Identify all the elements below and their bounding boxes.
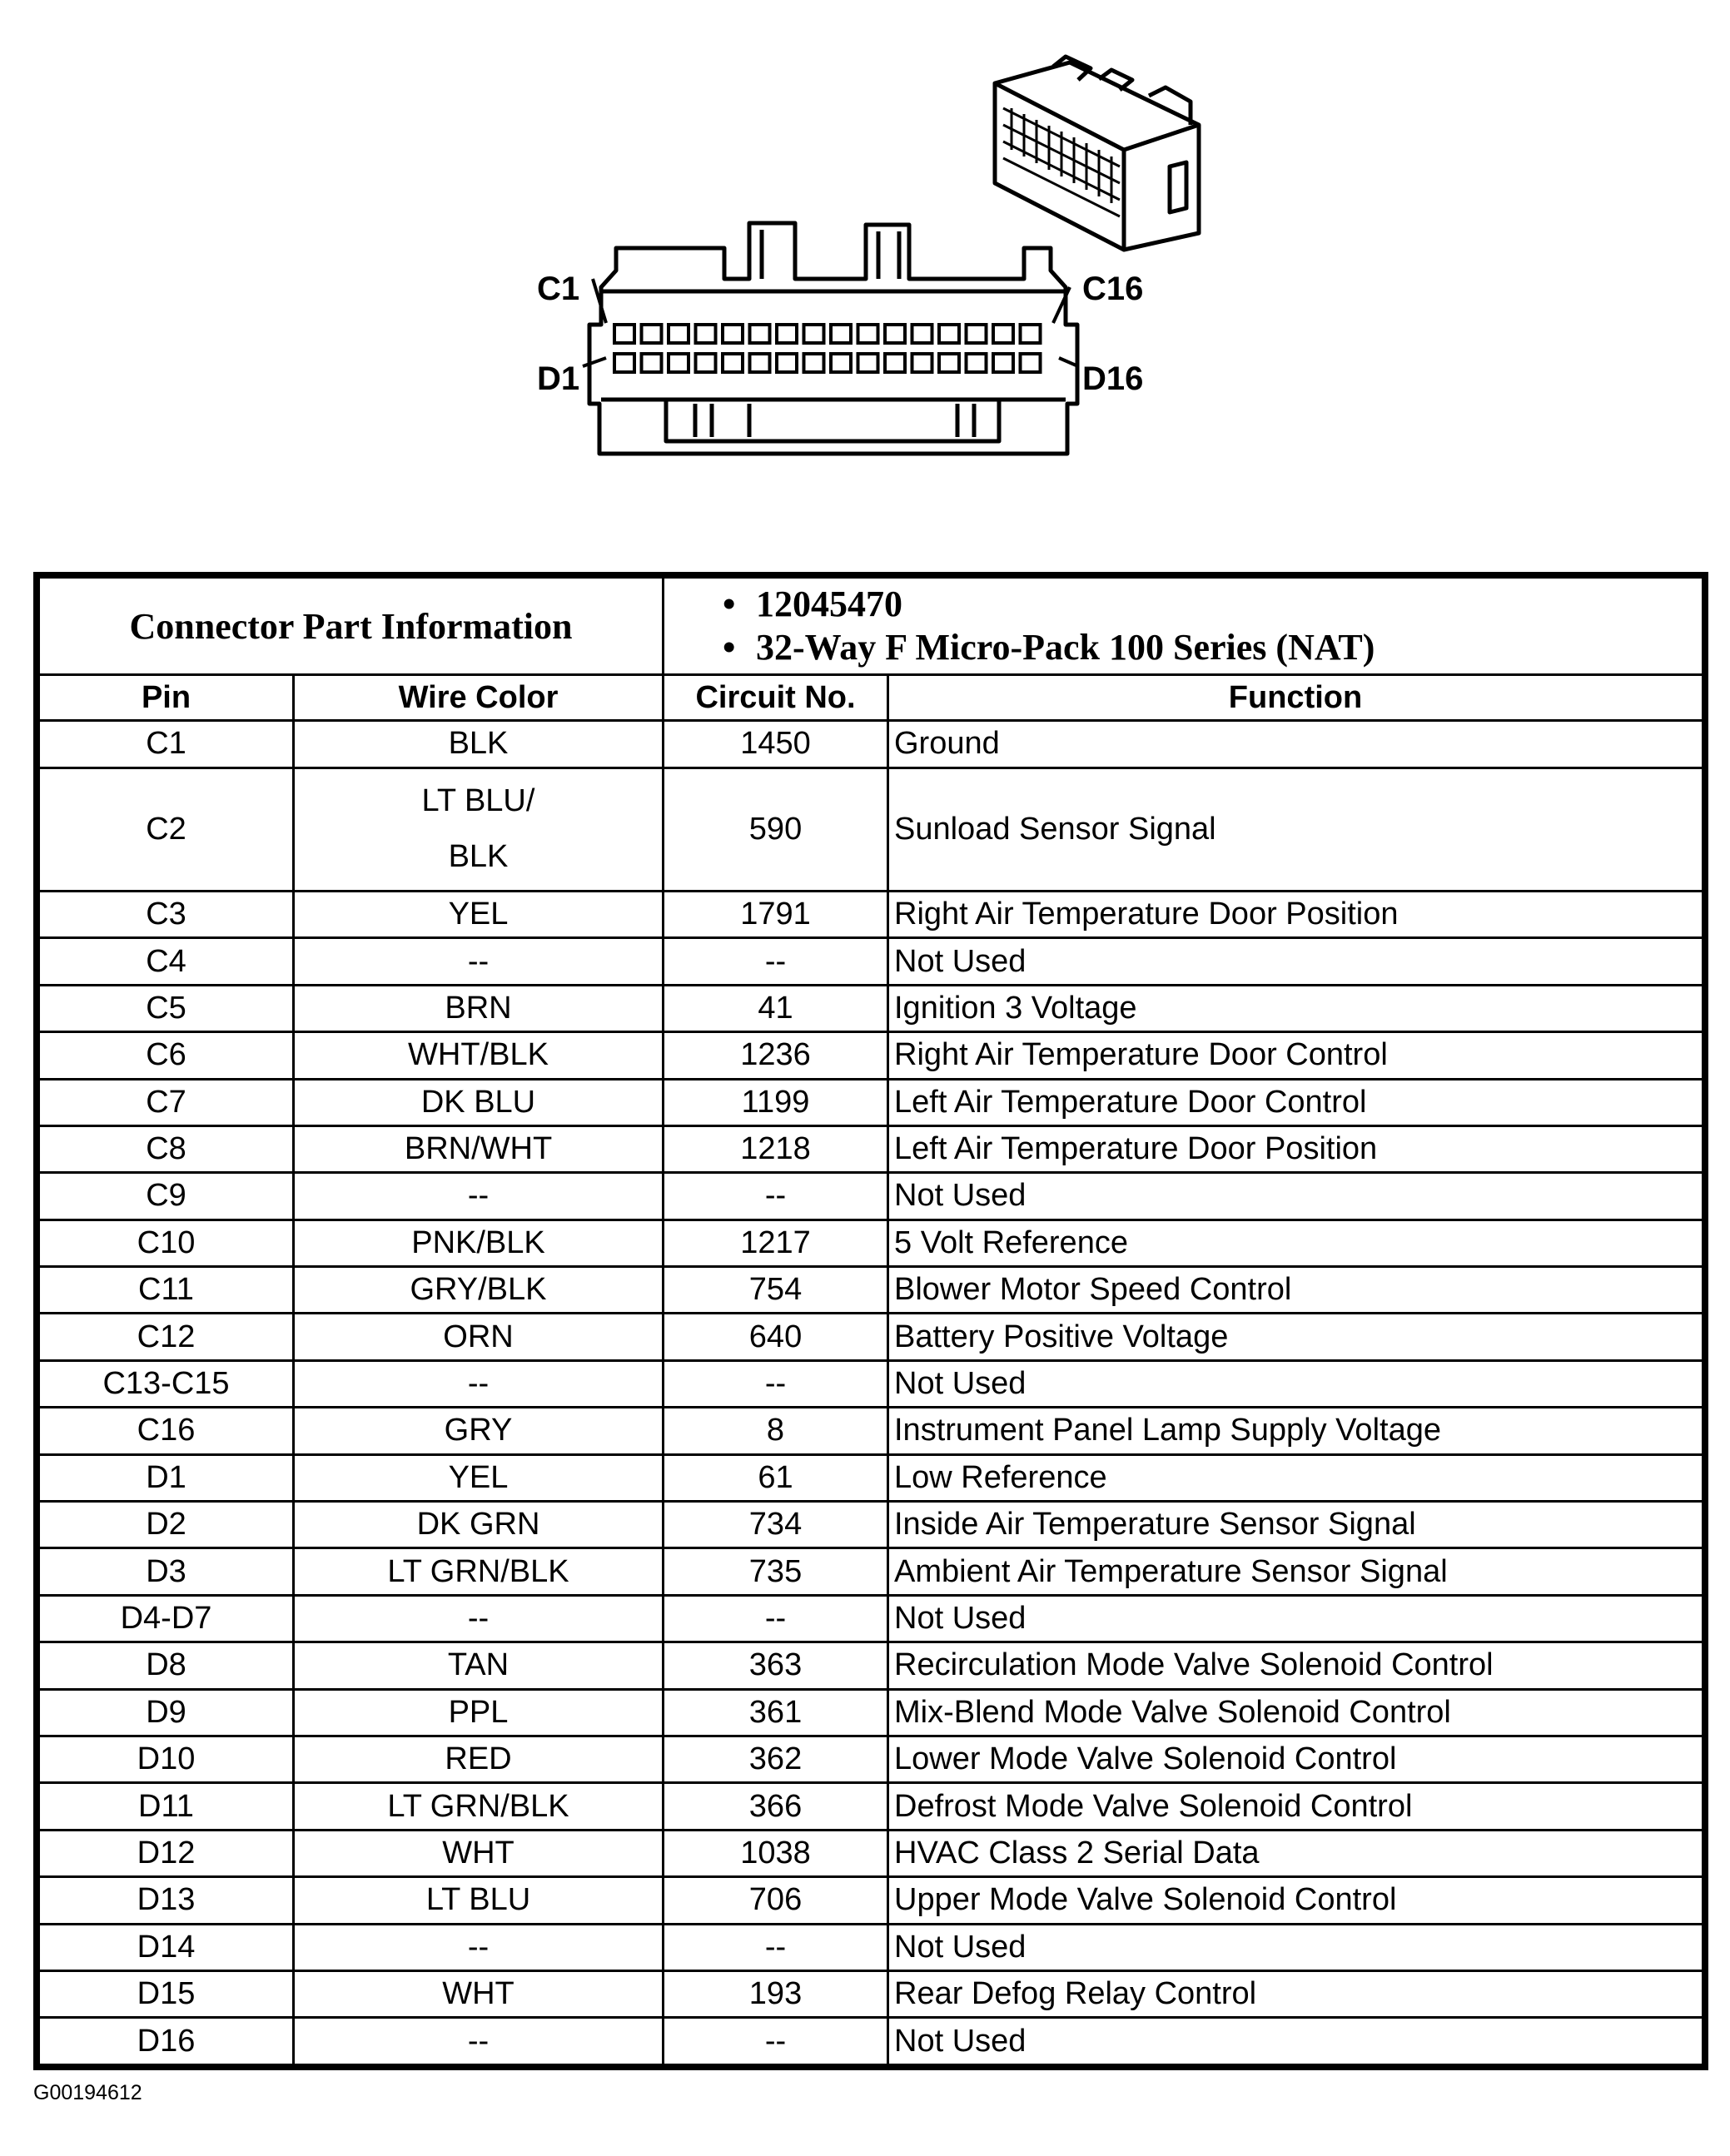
cell-pin: C5 bbox=[39, 985, 294, 1031]
cell-circuit-no: 1791 bbox=[664, 891, 888, 937]
cell-pin: D4-D7 bbox=[39, 1595, 294, 1642]
table-row bbox=[39, 1173, 1703, 1220]
cell-pin: C2 bbox=[39, 768, 294, 891]
cell-wire-color: LT GRN/BLK bbox=[294, 1548, 664, 1595]
table-header-row bbox=[39, 675, 1703, 721]
connector-table bbox=[33, 572, 1708, 2070]
header-function: Function bbox=[888, 675, 1703, 721]
cell-wire-color: LT GRN/BLK bbox=[294, 1783, 664, 1830]
connector-info-title: Connector Part Information bbox=[39, 578, 664, 675]
table-row bbox=[39, 1408, 1703, 1454]
cell-wire-color: -- bbox=[294, 1595, 664, 1642]
cell-wire-color: -- bbox=[294, 2018, 664, 2065]
cell-function: Inside Air Temperature Sensor Signal bbox=[888, 1502, 1703, 1548]
cell-wire-color: DK GRN bbox=[294, 1502, 664, 1548]
table-row bbox=[39, 721, 1703, 768]
cell-circuit-no: 61 bbox=[664, 1454, 888, 1501]
table-row bbox=[39, 1314, 1703, 1360]
table-row bbox=[39, 1502, 1703, 1548]
wire-color-line: BLK bbox=[448, 839, 509, 875]
cell-wire-color: LT BLU bbox=[294, 1877, 664, 1924]
cell-circuit-no: 706 bbox=[664, 1877, 888, 1924]
cell-wire-color: YEL bbox=[294, 1454, 664, 1501]
cell-circuit-no: 8 bbox=[664, 1408, 888, 1454]
table-row bbox=[39, 891, 1703, 937]
cell-function: Not Used bbox=[888, 1173, 1703, 1220]
table-row bbox=[39, 1924, 1703, 1970]
figure-id: G00194612 bbox=[33, 2081, 142, 2104]
table-row bbox=[39, 1032, 1703, 1079]
cell-circuit-no: -- bbox=[664, 1595, 888, 1642]
cell-circuit-no: 1218 bbox=[664, 1125, 888, 1172]
connector-info-list bbox=[664, 578, 1703, 675]
table-row bbox=[39, 1877, 1703, 1924]
connector-info-row bbox=[39, 578, 1703, 675]
cell-wire-color: RED bbox=[294, 1736, 664, 1782]
cell-wire-color: YEL bbox=[294, 891, 664, 937]
cell-function: Ground bbox=[888, 721, 1703, 768]
table-row bbox=[39, 1970, 1703, 2017]
cell-pin: D2 bbox=[39, 1502, 294, 1548]
cell-circuit-no: 640 bbox=[664, 1314, 888, 1360]
table-row bbox=[39, 1125, 1703, 1172]
label-d16: D16 bbox=[1082, 360, 1144, 397]
table-row bbox=[39, 1830, 1703, 1876]
cell-pin: D13 bbox=[39, 1877, 294, 1924]
cell-wire-color: WHT bbox=[294, 1970, 664, 2017]
cell-circuit-no: -- bbox=[664, 938, 888, 985]
cell-circuit-no: 754 bbox=[664, 1267, 888, 1314]
cell-function: Battery Positive Voltage bbox=[888, 1314, 1703, 1360]
cell-pin: D10 bbox=[39, 1736, 294, 1782]
cell-circuit-no: 1217 bbox=[664, 1220, 888, 1266]
cell-circuit-no: 193 bbox=[664, 1970, 888, 2017]
cell-pin: C16 bbox=[39, 1408, 294, 1454]
cell-function: Right Air Temperature Door Position bbox=[888, 891, 1703, 937]
table-row bbox=[39, 2018, 1703, 2065]
cell-circuit-no: 366 bbox=[664, 1783, 888, 1830]
cell-circuit-no: -- bbox=[664, 2018, 888, 2065]
connector-isometric-view bbox=[995, 57, 1199, 250]
cell-circuit-no: 363 bbox=[664, 1642, 888, 1689]
cell-wire-color: WHT/BLK bbox=[294, 1032, 664, 1079]
cell-wire-color: GRY/BLK bbox=[294, 1267, 664, 1314]
cell-function: Lower Mode Valve Solenoid Control bbox=[888, 1736, 1703, 1782]
cell-pin: D14 bbox=[39, 1924, 294, 1970]
cell-pin: C11 bbox=[39, 1267, 294, 1314]
cell-pin: D11 bbox=[39, 1783, 294, 1830]
cell-pin: D12 bbox=[39, 1830, 294, 1876]
cell-pin: C7 bbox=[39, 1079, 294, 1125]
cell-function: 5 Volt Reference bbox=[888, 1220, 1703, 1266]
wire-color-line: LT BLU/ bbox=[421, 783, 535, 819]
cell-wire-color: WHT bbox=[294, 1830, 664, 1876]
cell-function: Mix-Blend Mode Valve Solenoid Control bbox=[888, 1689, 1703, 1736]
cell-function: Upper Mode Valve Solenoid Control bbox=[888, 1877, 1703, 1924]
cell-wire-color: -- bbox=[294, 1924, 664, 1970]
cell-pin: C13-C15 bbox=[39, 1360, 294, 1407]
table-row bbox=[39, 985, 1703, 1031]
cell-circuit-no: 590 bbox=[664, 768, 888, 891]
table-row bbox=[39, 1689, 1703, 1736]
cell-function: Not Used bbox=[888, 1924, 1703, 1970]
cell-circuit-no: -- bbox=[664, 1924, 888, 1970]
label-d1: D1 bbox=[537, 360, 580, 397]
header-pin: Pin bbox=[39, 675, 294, 721]
cell-wire-color bbox=[294, 768, 664, 891]
cell-circuit-no: 362 bbox=[664, 1736, 888, 1782]
cell-pin: C3 bbox=[39, 891, 294, 937]
cell-wire-color: PNK/BLK bbox=[294, 1220, 664, 1266]
cell-wire-color: BRN bbox=[294, 985, 664, 1031]
cell-wire-color: PPL bbox=[294, 1689, 664, 1736]
wire-color-stack bbox=[295, 783, 662, 875]
cell-function: Right Air Temperature Door Control bbox=[888, 1032, 1703, 1079]
cell-circuit-no: -- bbox=[664, 1360, 888, 1407]
cell-function: Low Reference bbox=[888, 1454, 1703, 1501]
label-c16: C16 bbox=[1082, 271, 1144, 307]
cell-pin: C1 bbox=[39, 721, 294, 768]
cell-function: Ignition 3 Voltage bbox=[888, 985, 1703, 1031]
table-row bbox=[39, 1360, 1703, 1407]
table-row bbox=[39, 1454, 1703, 1501]
table-row bbox=[39, 1783, 1703, 1830]
connector-info-item: • 12045470 bbox=[723, 584, 902, 625]
cell-function: Blower Motor Speed Control bbox=[888, 1267, 1703, 1314]
cell-pin: C12 bbox=[39, 1314, 294, 1360]
cell-function: Left Air Temperature Door Control bbox=[888, 1079, 1703, 1125]
header-circuit-no: Circuit No. bbox=[664, 675, 888, 721]
cell-circuit-no: 1038 bbox=[664, 1830, 888, 1876]
cell-wire-color: -- bbox=[294, 1360, 664, 1407]
cell-pin: D8 bbox=[39, 1642, 294, 1689]
cell-wire-color: BLK bbox=[294, 721, 664, 768]
cell-pin: C10 bbox=[39, 1220, 294, 1266]
connector-info-item: • 32-Way F Micro-Pack 100 Series (NAT) bbox=[723, 627, 1375, 668]
connector-description: 32-Way F Micro-Pack 100 Series (NAT) bbox=[756, 627, 1375, 668]
table-row bbox=[39, 1736, 1703, 1782]
cell-wire-color: BRN/WHT bbox=[294, 1125, 664, 1172]
table-row bbox=[39, 1079, 1703, 1125]
header-wire-color: Wire Color bbox=[294, 675, 664, 721]
cell-pin: C8 bbox=[39, 1125, 294, 1172]
cell-pin: D3 bbox=[39, 1548, 294, 1595]
cell-circuit-no: 734 bbox=[664, 1502, 888, 1548]
cell-circuit-no: -- bbox=[664, 1173, 888, 1220]
cell-function: Sunload Sensor Signal bbox=[888, 768, 1703, 891]
cell-wire-color: DK BLU bbox=[294, 1079, 664, 1125]
cell-function: Not Used bbox=[888, 2018, 1703, 2065]
cell-circuit-no: 1450 bbox=[664, 721, 888, 768]
cell-pin: C6 bbox=[39, 1032, 294, 1079]
cell-pin: C9 bbox=[39, 1173, 294, 1220]
cell-pin: D9 bbox=[39, 1689, 294, 1736]
cell-function: Defrost Mode Valve Solenoid Control bbox=[888, 1783, 1703, 1830]
table-row bbox=[39, 1642, 1703, 1689]
table-row bbox=[39, 1595, 1703, 1642]
cell-pin: D15 bbox=[39, 1970, 294, 2017]
cell-function: Rear Defog Relay Control bbox=[888, 1970, 1703, 2017]
table-row bbox=[39, 1548, 1703, 1595]
cell-wire-color: ORN bbox=[294, 1314, 664, 1360]
cell-function: HVAC Class 2 Serial Data bbox=[888, 1830, 1703, 1876]
cell-function: Instrument Panel Lamp Supply Voltage bbox=[888, 1408, 1703, 1454]
cell-function: Left Air Temperature Door Position bbox=[888, 1125, 1703, 1172]
cell-function: Not Used bbox=[888, 938, 1703, 985]
cell-pin: C4 bbox=[39, 938, 294, 985]
cell-wire-color: TAN bbox=[294, 1642, 664, 1689]
connector-diagram bbox=[0, 0, 1730, 533]
cell-wire-color: -- bbox=[294, 938, 664, 985]
cell-function: Not Used bbox=[888, 1595, 1703, 1642]
label-c1: C1 bbox=[537, 271, 580, 307]
cell-function: Ambient Air Temperature Sensor Signal bbox=[888, 1548, 1703, 1595]
table-row bbox=[39, 1267, 1703, 1314]
cell-circuit-no: 41 bbox=[664, 985, 888, 1031]
cell-function: Not Used bbox=[888, 1360, 1703, 1407]
cell-circuit-no: 361 bbox=[664, 1689, 888, 1736]
cell-pin: D1 bbox=[39, 1454, 294, 1501]
cell-circuit-no: 1199 bbox=[664, 1079, 888, 1125]
cell-pin: D16 bbox=[39, 2018, 294, 2065]
cell-circuit-no: 1236 bbox=[664, 1032, 888, 1079]
cell-circuit-no: 735 bbox=[664, 1548, 888, 1595]
table-row bbox=[39, 1220, 1703, 1266]
table-row bbox=[39, 768, 1703, 891]
cell-wire-color: -- bbox=[294, 1173, 664, 1220]
connector-part-number: 12045470 bbox=[756, 584, 902, 625]
cell-wire-color: GRY bbox=[294, 1408, 664, 1454]
cell-function: Recirculation Mode Valve Solenoid Control bbox=[888, 1642, 1703, 1689]
table-row bbox=[39, 938, 1703, 985]
